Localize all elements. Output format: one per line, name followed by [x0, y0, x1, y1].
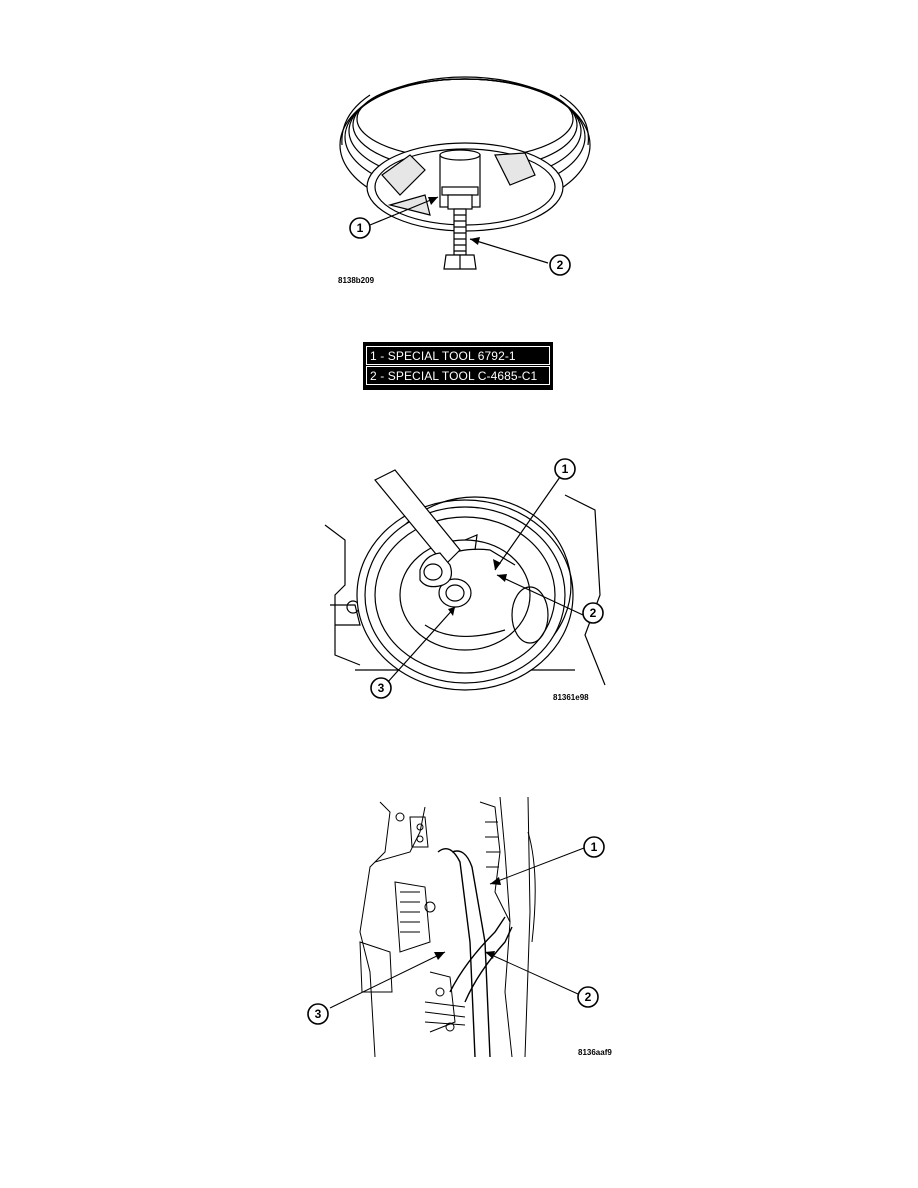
- figure2-callout-1: 1: [561, 462, 569, 476]
- figure1-callout-1: 1: [356, 221, 364, 235]
- figure2-callout-3: 3: [377, 681, 385, 695]
- figure2-code: 81361e98: [553, 693, 589, 702]
- figure-pulley-removal-tool: [330, 75, 600, 295]
- figure3-code: 8136aaf9: [578, 1048, 612, 1057]
- callout-legend: [363, 342, 553, 390]
- legend-item: 2 - SPECIAL TOOL C-4685-C1: [366, 366, 550, 385]
- figure2-callout-2: 2: [589, 606, 597, 620]
- figure1-callout-2: 2: [556, 258, 564, 272]
- figure1-code: 8138b209: [338, 276, 375, 285]
- figure-engine-hoses: [300, 792, 630, 1062]
- figure3-callout-1: 1: [590, 840, 598, 854]
- figure-damper-bolt: [315, 455, 615, 710]
- figure3-callout-2: 2: [584, 990, 592, 1004]
- legend-item: 1 - SPECIAL TOOL 6792-1: [366, 346, 550, 365]
- figure3-callout-3: 3: [314, 1007, 322, 1021]
